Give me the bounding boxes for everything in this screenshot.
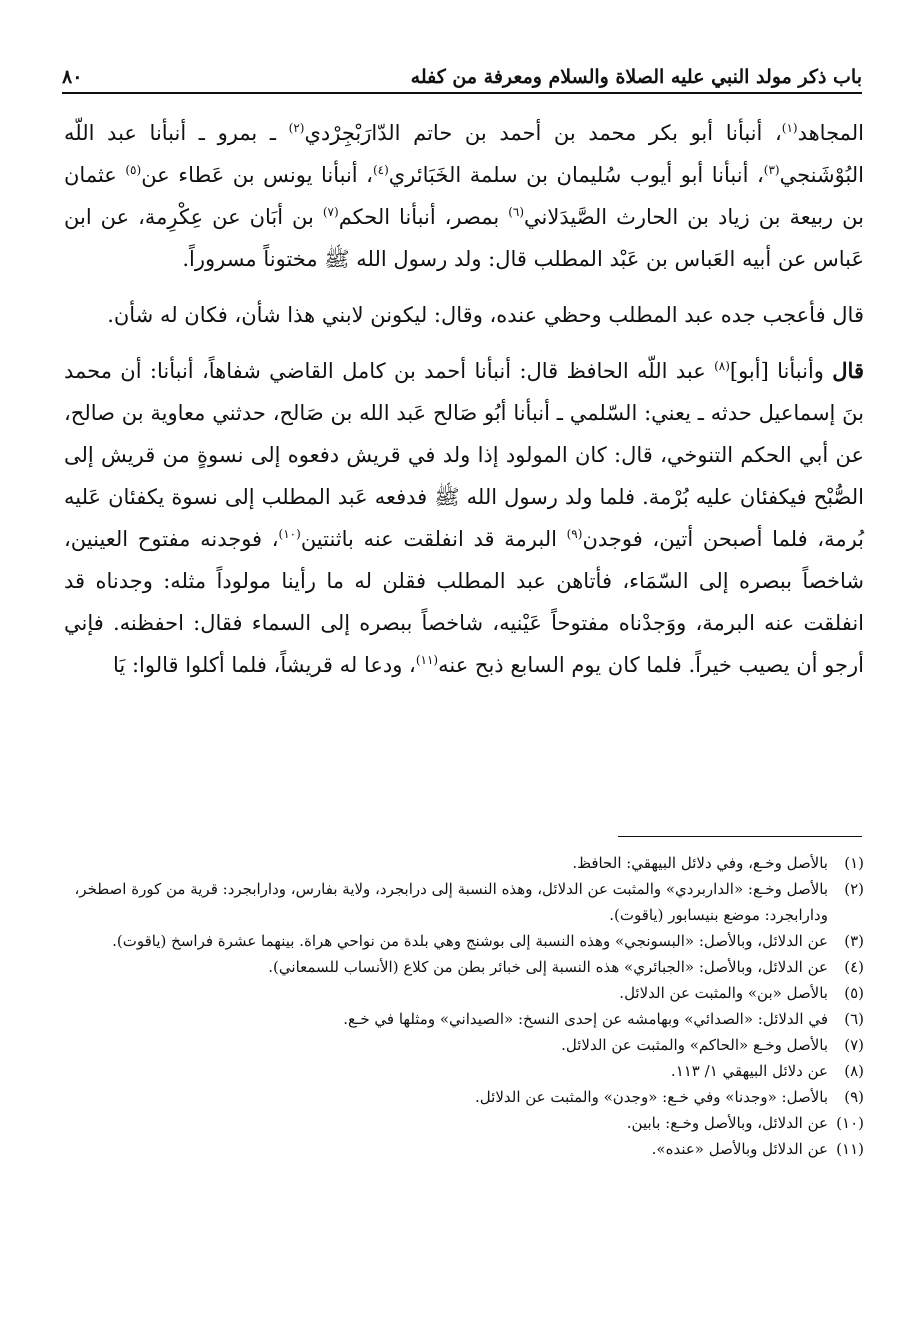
footnote-number: (٥) xyxy=(844,984,864,1002)
footnote-text: عن الدلائل، وبالأصل: «الجبائري» هذه النسبة إلى خبائر بطن من كلاع (الأنساب للسمعاني). xyxy=(268,958,828,976)
footnote-ref: (١١) xyxy=(415,653,439,667)
paragraph: قال فأعجب جده عبد المطلب وحظي عنده، وقال: ليكونن لابني هذا شأن، فكان له شأن. xyxy=(107,303,864,327)
footnote xyxy=(64,1058,864,1084)
footnote-ref: (٣) xyxy=(763,163,780,177)
footnote-text: عن دلائل البيهقي ١/ ١١٣. xyxy=(670,1062,828,1080)
main-text xyxy=(64,112,864,700)
footnote-number: (٦) xyxy=(844,1010,864,1028)
running-title: باب ذكر مولد النبي عليه الصلاة والسلام ومعرفة من كفله xyxy=(410,66,862,88)
footnote-text: عن الدلائل، وبالأصل: «البسونجي» وهذه النسبة إلى بوشنج وهي بلدة من نواحي هراة. بينهما عشرة فراسخ (ياقوت). xyxy=(112,932,828,950)
footnote-text: بالأصل وخـع «الحاكم» والمثبت عن الدلائل. xyxy=(561,1036,828,1054)
header-rule xyxy=(62,92,862,94)
footnote-ref: (٥) xyxy=(125,163,142,177)
footnote-text: في الدلائل: «الصدائي» وبهامشه عن إحدى النسخ: «الصيداني» ومثلها في خـع. xyxy=(343,1010,828,1028)
footnote-ref: (٩) xyxy=(566,527,583,541)
footnote-number: (٧) xyxy=(844,1036,864,1054)
paragraph: قال وأنبأنا [أبو]$^{(٨)}$ عبد اللّه الحافظ قال: أنبأنا أحمد بن كامل القاضي شفاهاً، أنبأنا: أن محمد بنَ إسماعيل حدثه ـ يعني: السّلمي ـ أنبأنا أبُو صَالح عَبد الله بن صَالح، حدثني معاوية بن صالح، عن أبي الحكم التنوخي، قال: كان المولود إذا ولد في قريش دفعوه إلى نسوةٍ من قريش إلى الصُّبْح فيكفئان عليه بُرْمة. فلما ولد رسول الله ﷺ فدفعه عَبد المطلب إلى نسوة يكفئان عَليه بُرمة، فلما أصبحن أتين، فوجدن$^{(٩)}$ البرمة قد انفلقت عنه باثنتين$^{(١٠)}$، فوجدنه مفتوح العينين، شاخصاً ببصره إلى السّمَاء، فأتاهن عبد المطلب فقلن له ما رأينا مولوداً مثله: وجدناه قد انفلقت عنه البرمة، ووَجدْناه مفتوحاً عَيْنيه، شاخصاً ببصره إلى السماء فقال: احفظنه. فإني أرجو أن يصيب خيراً. فلما كان يوم السابع ذبح عنه$^{(١١)}$، ودعا له قريشاً، فلما أكلوا قالوا: يَا xyxy=(64,358,865,677)
footnote xyxy=(64,850,864,876)
footnote xyxy=(64,1136,864,1162)
footnote-ref: (٢) xyxy=(288,121,305,135)
page-number: ٨٠ xyxy=(62,66,83,88)
footnote xyxy=(64,954,864,980)
footnote-number: (١١) xyxy=(836,1140,864,1158)
footnote xyxy=(64,928,864,954)
footnote-text: بالأصل «بن» والمثبت عن الدلائل. xyxy=(619,984,828,1002)
footnote-number: (٨) xyxy=(844,1062,864,1080)
footnote-number: (١) xyxy=(844,854,864,872)
footnote xyxy=(64,980,864,1006)
footnote-text: بالأصل: «وجدنا» وفي خـع: «وجدن» والمثبت عن الدلائل. xyxy=(475,1088,828,1106)
footnote-separator xyxy=(618,836,862,837)
footnote-ref: (٤) xyxy=(372,163,389,177)
footnote-text: عن الدلائل وبالأصل «عنده». xyxy=(651,1140,828,1158)
footnote-ref: (٦) xyxy=(508,205,525,219)
footnote xyxy=(64,1032,864,1058)
footnote xyxy=(64,1084,864,1110)
paragraph: المجاهد$^{(١)}$، أنبأنا أبو بكر محمد بن أحمد بن حاتم الدّارَبْجِرْدي$^{(٢)}$ ـ بمرو ـ أنبأنا عبد اللّه البُوْشَنجي$^{(٣)}$، أنبأنا أبو أيوب سُليمان بن سلمة الخَبَائري$^{(٤)}$، أنبأنا يونس بن عَطاء عن$^{(٥)}$ عثمان بن ربيعة بن زياد بن الحارث الصَّيدَلاني$^{(٦)}$ بمصر، أنبأنا الحكم$^{(٧)}$ بن أبَان عن عِكْرِمة، عن ابن عَباس عن أبيه العَباس بن عَبْد المطلب قال: ولد رسول الله ﷺ مختوناً مسروراً. xyxy=(64,121,865,271)
footnote-ref: (١٠) xyxy=(278,527,301,541)
footnotes xyxy=(64,850,864,1162)
footnote-text: بالأصل وخـع: «الداربردي» والمثبت عن الدلائل، وهذه النسبة إلى درابجرد، ولاية بفارس، ودارابجرد: قرية من كورة اصطخر، ودارابجرد: موضع بنيسابور (ياقوت). xyxy=(74,880,828,924)
footnote-ref: (١) xyxy=(781,121,798,135)
footnote-number: (٤) xyxy=(844,958,864,976)
footnote xyxy=(64,1110,864,1136)
footnote-number: (٣) xyxy=(844,932,864,950)
footnote-text: عن الدلائل، وبالأصل وخـع: بابين. xyxy=(626,1114,828,1132)
footnote-number: (٢) xyxy=(844,880,864,898)
footnote-number: (١٠) xyxy=(836,1114,864,1132)
paragraph-lead: قال xyxy=(832,358,864,383)
footnote-number: (٩) xyxy=(844,1088,864,1106)
page-header xyxy=(62,48,862,88)
footnote xyxy=(64,876,864,928)
footnote-text: بالأصل وخـع، وفي دلائل البيهقي: الحافظ. xyxy=(572,854,828,872)
footnote-ref: (٧) xyxy=(322,205,339,219)
footnote xyxy=(64,1006,864,1032)
footnote-ref: (٨) xyxy=(714,359,730,373)
